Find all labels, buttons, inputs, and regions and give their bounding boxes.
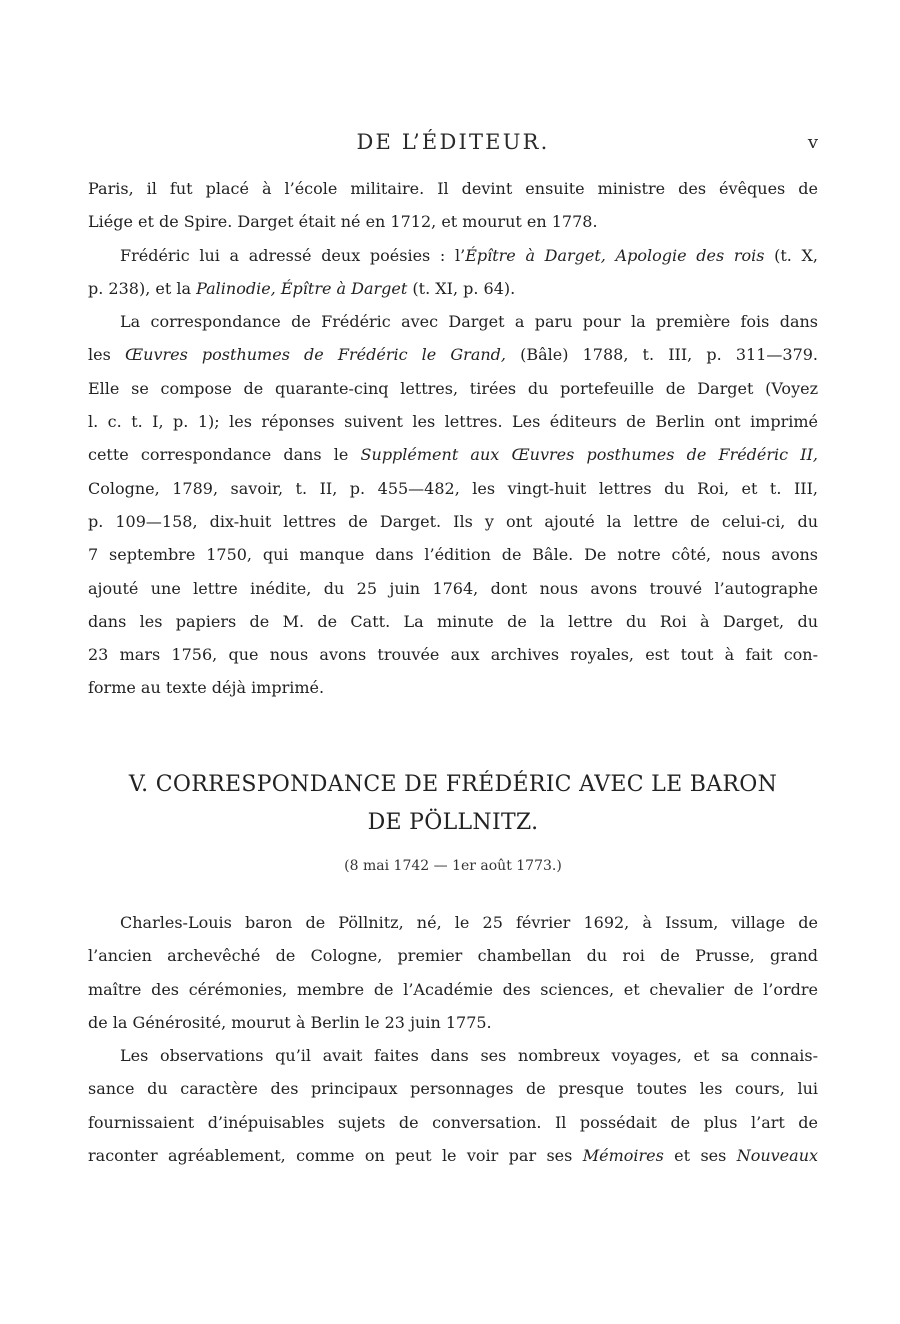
text-line: Cologne, 1789, savoir, t. II, p. 455—482, les vingt-huit lettres du Roi, et t. III, <box>88 478 818 498</box>
text-line: Paris, il fut placé à l’école militaire. Il devint ensuite ministre des évêques de <box>88 179 818 198</box>
text-line: maître des cérémonies, membre de l’Académie des sciences, et chevalier de l’ordre <box>88 979 818 999</box>
running-head <box>88 130 818 164</box>
paragraph-correspondence-darget <box>88 305 818 705</box>
text-line: de la Générosité, mourut à Berlin le 23 juin 1775. <box>88 1012 492 1032</box>
text-line: ajouté une lettre inédite, du 25 juin 1764, dont nous avons trouvé l’autographe <box>88 578 818 598</box>
text-line: p. 109—158, dix-huit lettres de Darget. Ils y ont ajouté la lettre de celui-ci, du <box>88 511 818 531</box>
text-line: 23 mars 1756, que nous avons trouvée aux archives royales, est tout à fait con- <box>88 645 818 665</box>
text-line: 7 septembre 1750, qui manque dans l’édition de Bâle. De notre côté, nous avons <box>88 545 818 565</box>
text-line: cette correspondance dans le Supplément aux Œuvres posthumes de Frédéric II, <box>88 445 819 465</box>
section-dates: (8 mai 1742 — 1er août 1773.) <box>344 858 562 874</box>
section-heading <box>88 766 818 842</box>
paragraph-poems <box>88 239 818 306</box>
running-title: DE L’ÉDITEUR. <box>356 130 550 154</box>
text-line: fournissaient d’inépuisables sujets de conversation. Il possédait de plus l’art de <box>88 1112 818 1132</box>
text-line: les Œuvres posthumes de Frédéric le Grand, (Bâle) 1788, t. III, p. 311—379. <box>88 345 819 365</box>
text-line: forme au texte déjà imprimé. <box>88 678 325 698</box>
paragraph-pollnitz-bio <box>88 906 818 1039</box>
text-line: Elle se compose de quarante-cinq lettres, tirées du portefeuille de Darget (Voyez <box>88 378 818 398</box>
text-line: Les observations qu’il avait faites dans ses nombreux voyages, et sa connais- <box>120 1046 818 1066</box>
text-line: raconter agréablement, comme on peut le voir par ses Mémoires et ses Nouveaux <box>88 1146 819 1166</box>
paragraph-darget-bio <box>88 172 818 239</box>
text-line: dans les papiers de M. de Catt. La minute de la lettre du Roi à Darget, du <box>88 611 818 631</box>
text-line: p. 238), et la Palinodie, Épître à Darget (t. XI, p. 64). <box>88 278 516 298</box>
section-body-pollnitz <box>88 906 818 1172</box>
text-line: Frédéric lui a adressé deux poésies : l’Épître à Darget, Apologie des rois (t. X, <box>120 245 819 265</box>
text-line: Charles-Louis baron de Pöllnitz, né, le 25 février 1692, à Issum, village de <box>120 913 818 932</box>
section-heading-line: V. CORRESPONDANCE DE FRÉDÉRIC AVEC LE BARON <box>128 772 778 797</box>
text-line: l. c. t. I, p. 1); les réponses suivent les lettres. Les éditeurs de Berlin ont imprimé <box>88 412 818 432</box>
page-number: v <box>807 132 818 153</box>
text-line: sance du caractère des principaux personnages de presque toutes les cours, lui <box>88 1079 818 1099</box>
text-line: l’ancien archevêché de Cologne, premier chambellan du roi de Prusse, grand <box>88 946 818 966</box>
section-heading-line: DE PÖLLNITZ. <box>367 810 539 835</box>
paragraph-pollnitz-character <box>88 1039 818 1172</box>
text-line: La correspondance de Frédéric avec Darget a paru pour la première fois dans <box>120 312 818 332</box>
text-line: Liége et de Spire. Darget était né en 1712, et mourut en 1778. <box>88 212 598 232</box>
section-body-darget <box>88 172 818 705</box>
